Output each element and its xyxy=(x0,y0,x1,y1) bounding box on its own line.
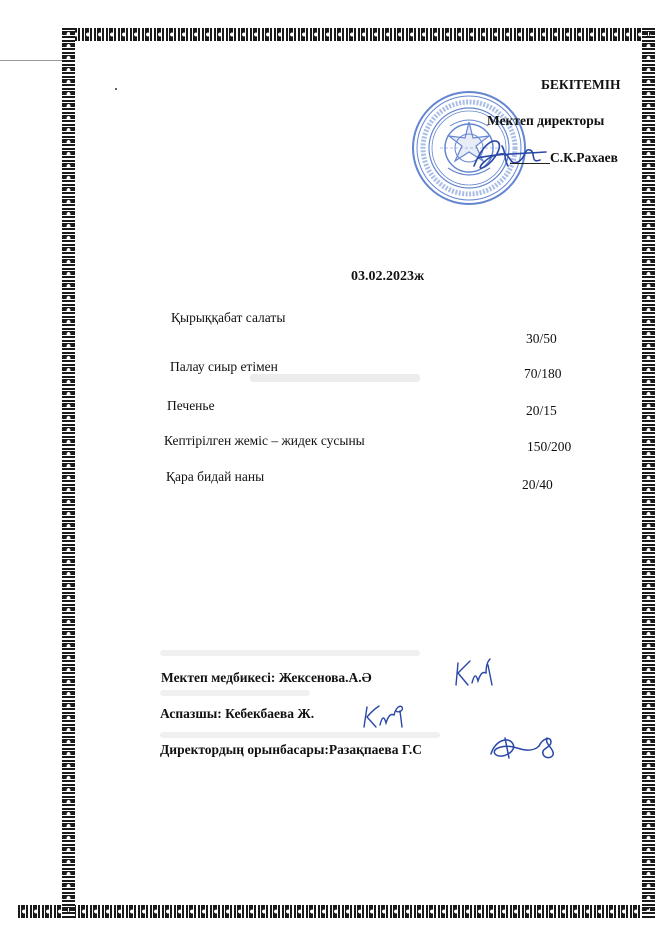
cook-signatory: Аспазшы: Кебекбаева Ж. xyxy=(160,706,315,721)
show-through-artifact xyxy=(250,374,420,382)
show-through-artifact xyxy=(160,690,310,696)
approval-name: С.К.Рахаев xyxy=(550,150,618,165)
approval-position: Мектеп директоры xyxy=(487,113,605,128)
decorative-border-left xyxy=(62,28,75,918)
show-through-artifact xyxy=(160,732,440,738)
menu-item-portion: 30/50 xyxy=(526,331,557,346)
menu-item-dish: Палау сиыр етімен xyxy=(170,359,278,374)
scan-artifact-line xyxy=(0,60,62,61)
show-through-artifact xyxy=(160,650,420,656)
menu-item-dish: Қырыққабат салаты xyxy=(171,310,286,325)
approval-name-underline xyxy=(510,163,550,164)
decorative-border-top xyxy=(70,28,652,41)
nurse-signature xyxy=(450,655,496,691)
menu-item-dish: Қара бидай наны xyxy=(166,469,265,484)
decorative-border-bottom xyxy=(18,905,652,918)
menu-item-dish: Печенье xyxy=(167,398,215,413)
scan-artifact-dot xyxy=(115,88,117,90)
deputy-signature xyxy=(485,728,565,768)
menu-item-portion: 20/40 xyxy=(522,477,553,492)
approval-title: БЕКІТЕМІН xyxy=(541,77,621,92)
menu-item-portion: 150/200 xyxy=(527,439,572,454)
menu-item-portion: 70/180 xyxy=(524,366,562,381)
menu-item-dish: Кептірілген жеміс – жидек сусыны xyxy=(164,433,365,448)
nurse-signatory: Мектеп медбикесі: Жексенова.А.Ә xyxy=(161,670,372,685)
cook-signature xyxy=(360,701,410,731)
menu-date: 03.02.2023ж xyxy=(351,269,425,284)
decorative-border-right xyxy=(642,28,655,918)
deputy-signatory: Директордың орынбасары:Разақпаева Г.С xyxy=(160,742,423,757)
menu-item-portion: 20/15 xyxy=(526,403,557,418)
director-signature xyxy=(468,132,550,176)
